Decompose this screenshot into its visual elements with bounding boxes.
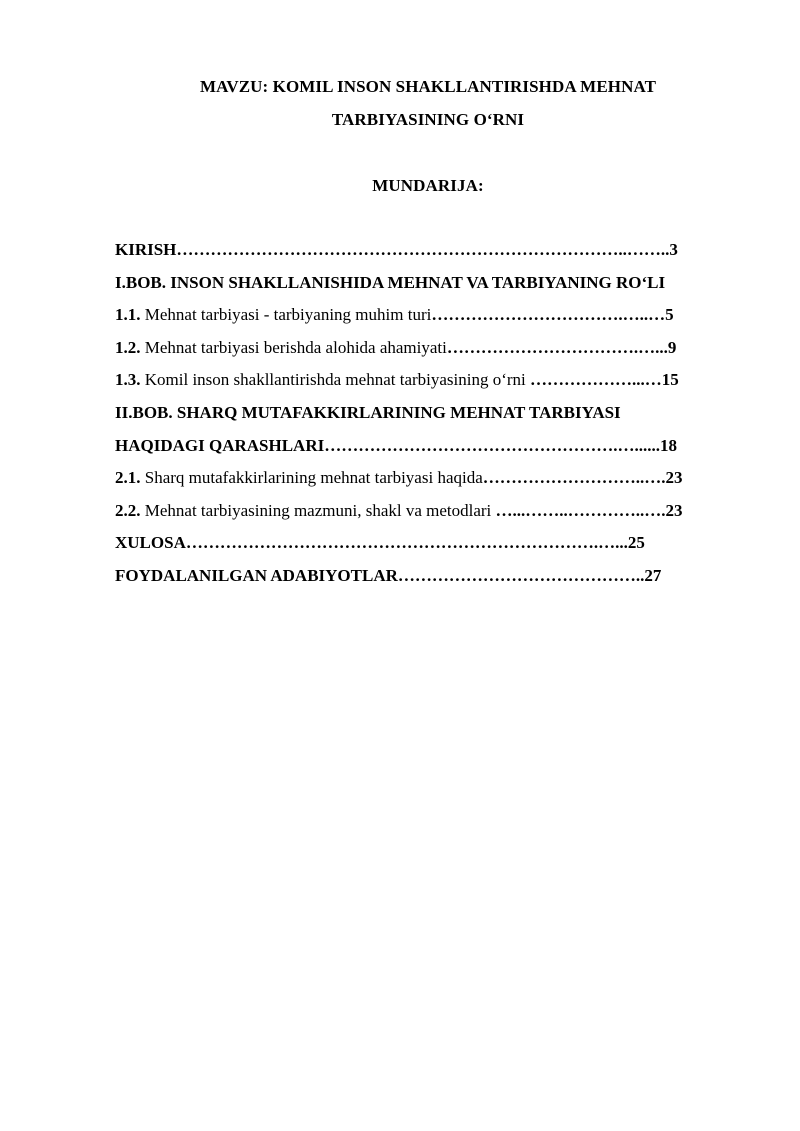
toc-chapter-title: I.BOB. INSON SHAKLLANISHIDA MEHNAT VA TARBIYANING RO‘LI <box>115 272 666 292</box>
toc-entry-title: Mehnat tarbiyasining mazmuni, shakl va metodlari <box>140 500 496 520</box>
toc-chapter-title: HAQIDAGI QARASHLARI <box>115 435 325 455</box>
toc-leader-dots: ………………...… <box>530 370 662 390</box>
toc-leader-dots: …...……..…………..…. <box>495 500 666 520</box>
toc-leader-dots: …………………………….…... <box>446 337 668 357</box>
toc-row <box>115 369 740 402</box>
toc-page-number: 23 <box>665 500 683 520</box>
toc-row <box>115 304 740 337</box>
toc-entry-title: Komil inson shakllantirishda mehnat tarbiyasining o‘rni <box>140 370 531 390</box>
toc-row <box>115 532 740 565</box>
toc-leader-dots: ……………………………………………………………….…... <box>185 533 628 553</box>
document-title-line-1: MAVZU: KOMIL INSON SHAKLLANTIRISHDA MEHNAT <box>199 77 657 96</box>
toc-leader-dots: ………………………..…. <box>482 468 666 488</box>
toc-page-number: 25 <box>627 533 645 553</box>
toc-page-number: 18 <box>659 435 677 455</box>
toc-entry-title: XULOSA <box>115 533 186 553</box>
table-of-contents <box>115 239 740 598</box>
toc-section-number: 1.3. <box>115 370 141 390</box>
toc-page-number: 9 <box>667 337 677 357</box>
toc-entry-title: FOYDALANILGAN ADABIYOTLAR <box>115 565 398 585</box>
document-title-line-2: TARBIYASINING O‘RNI <box>331 110 525 129</box>
toc-section-number: 1.2. <box>115 337 141 357</box>
toc-page-number: 15 <box>661 370 679 390</box>
toc-leader-dots: …………………………………………….…...... <box>324 435 660 455</box>
toc-row <box>115 500 740 533</box>
toc-section-number: 2.2. <box>115 500 141 520</box>
toc-row <box>115 565 740 598</box>
toc-row <box>115 272 740 305</box>
toc-leader-dots: …………………………….…..… <box>431 305 666 325</box>
toc-row <box>115 402 740 435</box>
toc-section-number: 2.1. <box>115 468 141 488</box>
toc-chapter-title: II.BOB. SHARQ MUTAFAKKIRLARINING MEHNAT TARBIYASI <box>115 402 621 422</box>
toc-row <box>115 467 740 500</box>
toc-page-number: 3 <box>669 240 678 259</box>
toc-entry-title: Sharq mutafakkirlarining mehnat tarbiyasi haqida <box>140 468 483 488</box>
toc-entry-title: Mehnat tarbiyasi berishda alohida ahamiyati <box>140 337 447 357</box>
toc-page-number: 27 <box>644 565 662 585</box>
toc-row <box>115 435 740 468</box>
toc-entry-title: KIRISH <box>115 240 177 259</box>
toc-leader-dots: …………………………………….. <box>397 565 645 585</box>
toc-heading: MUNDARIJA: <box>372 176 484 195</box>
toc-leader-dots: ……………………………………………………………………..…….. <box>176 240 670 259</box>
toc-row <box>115 239 740 272</box>
toc-entry-title: Mehnat tarbiyasi - tarbiyaning muhim turi <box>140 305 432 325</box>
toc-page-number: 23 <box>665 468 683 488</box>
toc-row <box>115 337 740 370</box>
toc-page-number: 5 <box>665 305 674 325</box>
toc-section-number: 1.1. <box>115 305 141 325</box>
